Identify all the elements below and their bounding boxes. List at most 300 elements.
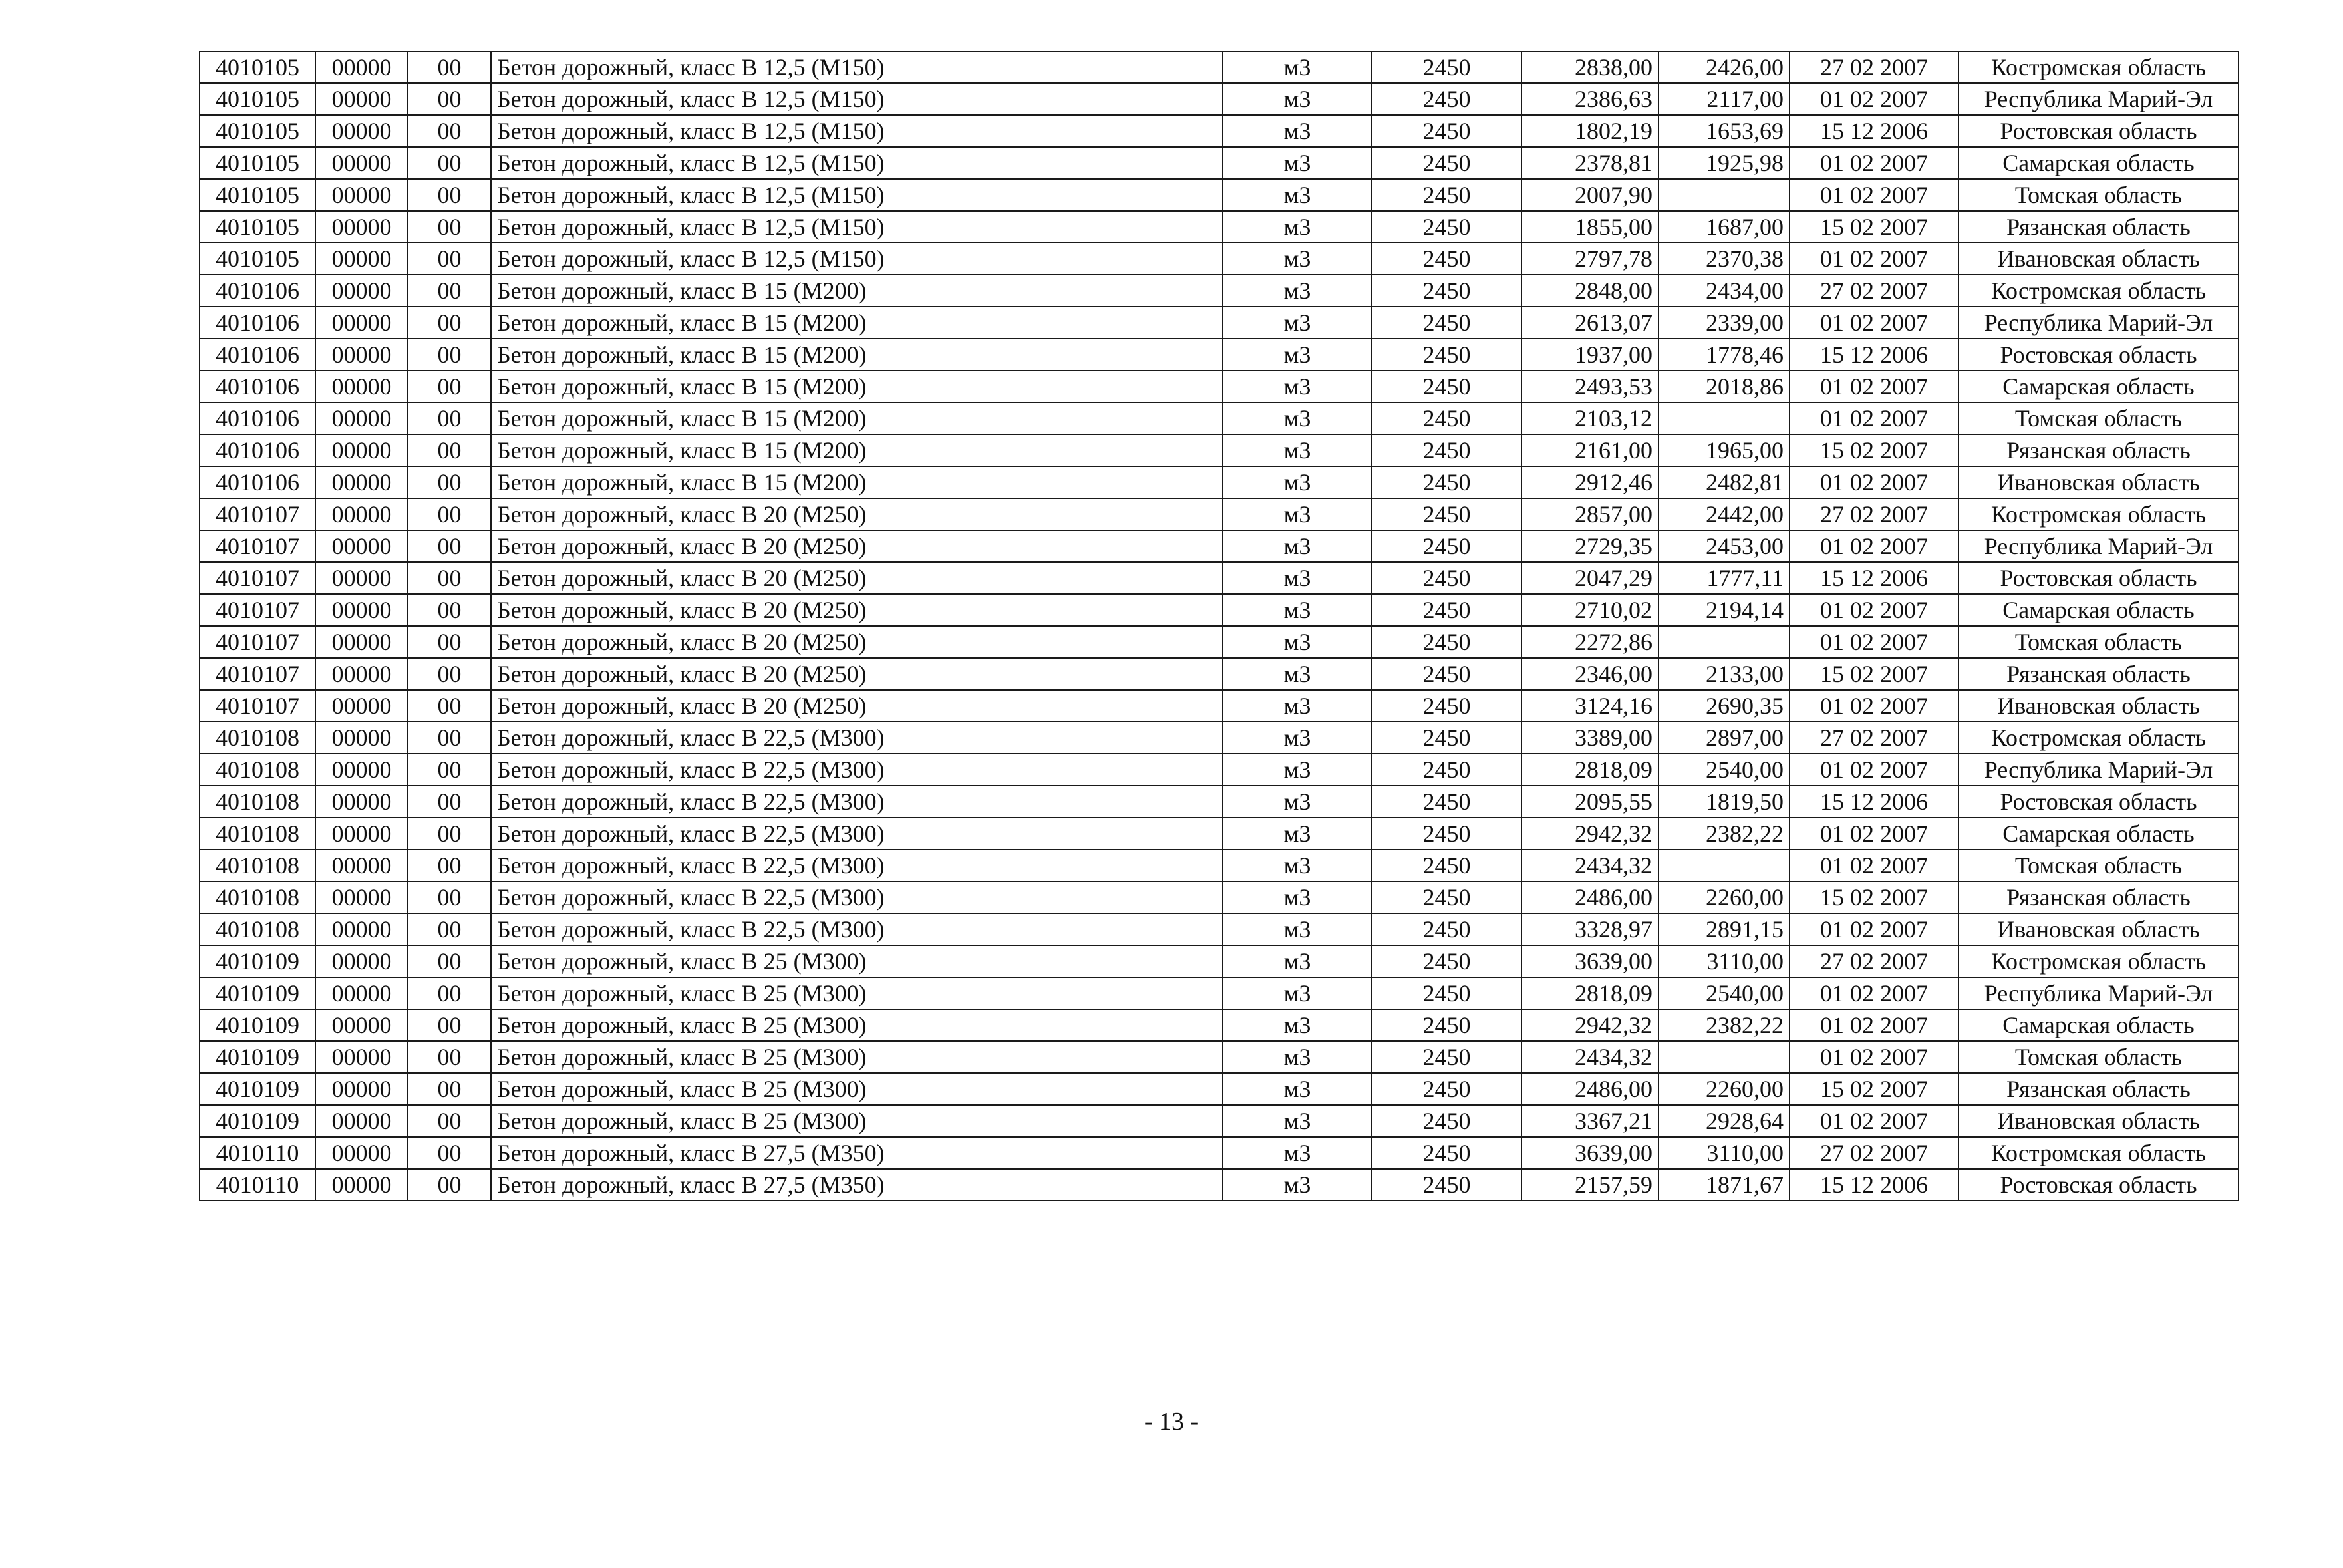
density-cell: 2450 [1372, 179, 1521, 211]
suffix-cell: 00 [408, 818, 491, 850]
region-cell: Костромская область [1958, 1137, 2239, 1169]
price-cell: 2161,00 [1521, 434, 1658, 466]
material-name-cell: Бетон дорожный, класс В 25 (М300) [491, 1105, 1223, 1137]
table-row [200, 371, 2239, 402]
density-cell: 2450 [1372, 211, 1521, 243]
price-alt-cell: 1653,69 [1658, 115, 1790, 147]
subcode-cell: 00000 [315, 1169, 408, 1201]
price-cell: 1937,00 [1521, 339, 1658, 371]
density-cell: 2450 [1372, 371, 1521, 402]
suffix-cell: 00 [408, 179, 491, 211]
density-cell: 2450 [1372, 530, 1521, 562]
table-row [200, 243, 2239, 275]
suffix-cell: 00 [408, 275, 491, 307]
subcode-cell: 00000 [315, 1041, 408, 1073]
code-cell: 4010105 [200, 211, 315, 243]
density-cell: 2450 [1372, 658, 1521, 690]
price-cell: 2047,29 [1521, 562, 1658, 594]
price-cell: 2486,00 [1521, 881, 1658, 913]
price-cell: 2942,32 [1521, 1009, 1658, 1041]
price-alt-cell: 1819,50 [1658, 786, 1790, 818]
density-cell: 2450 [1372, 83, 1521, 115]
density-cell: 2450 [1372, 307, 1521, 339]
subcode-cell: 00000 [315, 179, 408, 211]
date-cell: 01 02 2007 [1790, 402, 1958, 434]
density-cell: 2450 [1372, 1041, 1521, 1073]
suffix-cell: 00 [408, 1073, 491, 1105]
density-cell: 2450 [1372, 594, 1521, 626]
unit-cell: м3 [1223, 1009, 1372, 1041]
suffix-cell: 00 [408, 913, 491, 945]
price-cell: 2486,00 [1521, 1073, 1658, 1105]
table-row [200, 1137, 2239, 1169]
code-cell: 4010109 [200, 1105, 315, 1137]
suffix-cell: 00 [408, 722, 491, 754]
density-cell: 2450 [1372, 562, 1521, 594]
unit-cell: м3 [1223, 722, 1372, 754]
subcode-cell: 00000 [315, 115, 408, 147]
price-alt-cell: 2897,00 [1658, 722, 1790, 754]
code-cell: 4010106 [200, 466, 315, 498]
suffix-cell: 00 [408, 530, 491, 562]
table-row [200, 275, 2239, 307]
date-cell: 01 02 2007 [1790, 977, 1958, 1009]
price-alt-cell: 2382,22 [1658, 818, 1790, 850]
subcode-cell: 00000 [315, 371, 408, 402]
code-cell: 4010108 [200, 722, 315, 754]
material-name-cell: Бетон дорожный, класс В 15 (М200) [491, 339, 1223, 371]
material-name-cell: Бетон дорожный, класс В 22,5 (М300) [491, 881, 1223, 913]
table-row [200, 307, 2239, 339]
date-cell: 01 02 2007 [1790, 754, 1958, 786]
date-cell: 01 02 2007 [1790, 690, 1958, 722]
date-cell: 15 12 2006 [1790, 1169, 1958, 1201]
region-cell: Рязанская область [1958, 211, 2239, 243]
suffix-cell: 00 [408, 850, 491, 881]
subcode-cell: 00000 [315, 1009, 408, 1041]
price-alt-cell: 2117,00 [1658, 83, 1790, 115]
material-name-cell: Бетон дорожный, класс В 20 (М250) [491, 498, 1223, 530]
date-cell: 27 02 2007 [1790, 722, 1958, 754]
region-cell: Рязанская область [1958, 881, 2239, 913]
subcode-cell: 00000 [315, 658, 408, 690]
suffix-cell: 00 [408, 434, 491, 466]
unit-cell: м3 [1223, 1073, 1372, 1105]
unit-cell: м3 [1223, 594, 1372, 626]
density-cell: 2450 [1372, 339, 1521, 371]
suffix-cell: 00 [408, 402, 491, 434]
date-cell: 01 02 2007 [1790, 243, 1958, 275]
table-row [200, 51, 2239, 83]
price-cell: 2386,63 [1521, 83, 1658, 115]
density-cell: 2450 [1372, 51, 1521, 83]
unit-cell: м3 [1223, 243, 1372, 275]
material-name-cell: Бетон дорожный, класс В 22,5 (М300) [491, 818, 1223, 850]
code-cell: 4010108 [200, 754, 315, 786]
material-name-cell: Бетон дорожный, класс В 25 (М300) [491, 1073, 1223, 1105]
date-cell: 27 02 2007 [1790, 498, 1958, 530]
subcode-cell: 00000 [315, 1105, 408, 1137]
subcode-cell: 00000 [315, 977, 408, 1009]
subcode-cell: 00000 [315, 51, 408, 83]
code-cell: 4010107 [200, 530, 315, 562]
suffix-cell: 00 [408, 1137, 491, 1169]
date-cell: 01 02 2007 [1790, 83, 1958, 115]
material-name-cell: Бетон дорожный, класс В 20 (М250) [491, 562, 1223, 594]
table-row [200, 977, 2239, 1009]
date-cell: 15 12 2006 [1790, 339, 1958, 371]
subcode-cell: 00000 [315, 1073, 408, 1105]
table-row [200, 498, 2239, 530]
region-cell: Ростовская область [1958, 786, 2239, 818]
code-cell: 4010108 [200, 818, 315, 850]
table-row [200, 434, 2239, 466]
material-name-cell: Бетон дорожный, класс В 12,5 (М150) [491, 51, 1223, 83]
density-cell: 2450 [1372, 818, 1521, 850]
unit-cell: м3 [1223, 498, 1372, 530]
density-cell: 2450 [1372, 1073, 1521, 1105]
suffix-cell: 00 [408, 498, 491, 530]
price-cell: 2942,32 [1521, 818, 1658, 850]
price-cell: 3328,97 [1521, 913, 1658, 945]
region-cell: Томская область [1958, 1041, 2239, 1073]
unit-cell: м3 [1223, 1105, 1372, 1137]
table-row [200, 913, 2239, 945]
price-alt-cell: 2453,00 [1658, 530, 1790, 562]
density-cell: 2450 [1372, 466, 1521, 498]
suffix-cell: 00 [408, 371, 491, 402]
code-cell: 4010107 [200, 690, 315, 722]
code-cell: 4010105 [200, 243, 315, 275]
code-cell: 4010106 [200, 402, 315, 434]
region-cell: Ивановская область [1958, 1105, 2239, 1137]
price-alt-cell: 2018,86 [1658, 371, 1790, 402]
date-cell: 01 02 2007 [1790, 594, 1958, 626]
code-cell: 4010110 [200, 1137, 315, 1169]
unit-cell: м3 [1223, 881, 1372, 913]
subcode-cell: 00000 [315, 307, 408, 339]
density-cell: 2450 [1372, 243, 1521, 275]
date-cell: 01 02 2007 [1790, 530, 1958, 562]
subcode-cell: 00000 [315, 530, 408, 562]
material-name-cell: Бетон дорожный, класс В 20 (М250) [491, 530, 1223, 562]
table-row [200, 1105, 2239, 1137]
price-alt-cell: 2434,00 [1658, 275, 1790, 307]
table-row [200, 626, 2239, 658]
suffix-cell: 00 [408, 83, 491, 115]
unit-cell: м3 [1223, 1041, 1372, 1073]
price-cell: 2007,90 [1521, 179, 1658, 211]
suffix-cell: 00 [408, 1041, 491, 1073]
page-number: - 13 - [1144, 1408, 1199, 1436]
price-cell: 1855,00 [1521, 211, 1658, 243]
material-name-cell: Бетон дорожный, класс В 20 (М250) [491, 690, 1223, 722]
unit-cell: м3 [1223, 690, 1372, 722]
density-cell: 2450 [1372, 626, 1521, 658]
region-cell: Самарская область [1958, 594, 2239, 626]
region-cell: Ивановская область [1958, 466, 2239, 498]
code-cell: 4010106 [200, 275, 315, 307]
region-cell: Рязанская область [1958, 1073, 2239, 1105]
unit-cell: м3 [1223, 115, 1372, 147]
region-cell: Томская область [1958, 402, 2239, 434]
region-cell: Костромская область [1958, 722, 2239, 754]
suffix-cell: 00 [408, 945, 491, 977]
subcode-cell: 00000 [315, 690, 408, 722]
material-name-cell: Бетон дорожный, класс В 15 (М200) [491, 307, 1223, 339]
date-cell: 15 02 2007 [1790, 658, 1958, 690]
region-cell: Самарская область [1958, 818, 2239, 850]
region-cell: Ростовская область [1958, 1169, 2239, 1201]
price-cell: 1802,19 [1521, 115, 1658, 147]
date-cell: 01 02 2007 [1790, 1041, 1958, 1073]
material-name-cell: Бетон дорожный, класс В 12,5 (М150) [491, 147, 1223, 179]
suffix-cell: 00 [408, 658, 491, 690]
price-alt-cell [1658, 402, 1790, 434]
material-name-cell: Бетон дорожный, класс В 25 (М300) [491, 945, 1223, 977]
subcode-cell: 00000 [315, 945, 408, 977]
suffix-cell: 00 [408, 754, 491, 786]
subcode-cell: 00000 [315, 818, 408, 850]
price-alt-cell: 2260,00 [1658, 1073, 1790, 1105]
code-cell: 4010106 [200, 434, 315, 466]
material-name-cell: Бетон дорожный, класс В 22,5 (М300) [491, 754, 1223, 786]
table-row [200, 945, 2239, 977]
region-cell: Рязанская область [1958, 434, 2239, 466]
unit-cell: м3 [1223, 562, 1372, 594]
suffix-cell: 00 [408, 339, 491, 371]
unit-cell: м3 [1223, 402, 1372, 434]
density-cell: 2450 [1372, 945, 1521, 977]
material-name-cell: Бетон дорожный, класс В 22,5 (М300) [491, 850, 1223, 881]
price-cell: 2710,02 [1521, 594, 1658, 626]
suffix-cell: 00 [408, 562, 491, 594]
price-cell: 3389,00 [1521, 722, 1658, 754]
density-cell: 2450 [1372, 147, 1521, 179]
date-cell: 27 02 2007 [1790, 945, 1958, 977]
unit-cell: м3 [1223, 850, 1372, 881]
price-alt-cell: 2339,00 [1658, 307, 1790, 339]
table-row [200, 1169, 2239, 1201]
suffix-cell: 00 [408, 690, 491, 722]
date-cell: 27 02 2007 [1790, 1137, 1958, 1169]
unit-cell: м3 [1223, 626, 1372, 658]
price-alt-cell: 2133,00 [1658, 658, 1790, 690]
subcode-cell: 00000 [315, 594, 408, 626]
density-cell: 2450 [1372, 1137, 1521, 1169]
price-cell: 2434,32 [1521, 1041, 1658, 1073]
code-cell: 4010107 [200, 658, 315, 690]
material-name-cell: Бетон дорожный, класс В 25 (М300) [491, 1009, 1223, 1041]
table-row [200, 594, 2239, 626]
region-cell: Костромская область [1958, 51, 2239, 83]
price-cell: 2434,32 [1521, 850, 1658, 881]
material-name-cell: Бетон дорожный, класс В 20 (М250) [491, 626, 1223, 658]
price-alt-cell: 2260,00 [1658, 881, 1790, 913]
suffix-cell: 00 [408, 594, 491, 626]
material-name-cell: Бетон дорожный, класс В 12,5 (М150) [491, 115, 1223, 147]
material-name-cell: Бетон дорожный, класс В 22,5 (М300) [491, 913, 1223, 945]
subcode-cell: 00000 [315, 754, 408, 786]
suffix-cell: 00 [408, 115, 491, 147]
table-row [200, 881, 2239, 913]
density-cell: 2450 [1372, 1105, 1521, 1137]
unit-cell: м3 [1223, 147, 1372, 179]
unit-cell: м3 [1223, 818, 1372, 850]
code-cell: 4010105 [200, 115, 315, 147]
price-cell: 2857,00 [1521, 498, 1658, 530]
code-cell: 4010107 [200, 562, 315, 594]
material-name-cell: Бетон дорожный, класс В 15 (М200) [491, 275, 1223, 307]
region-cell: Костромская область [1958, 945, 2239, 977]
region-cell: Республика Марий-Эл [1958, 530, 2239, 562]
price-alt-cell [1658, 626, 1790, 658]
price-cell: 2378,81 [1521, 147, 1658, 179]
table-row [200, 786, 2239, 818]
subcode-cell: 00000 [315, 1137, 408, 1169]
date-cell: 01 02 2007 [1790, 179, 1958, 211]
unit-cell: м3 [1223, 786, 1372, 818]
table-row [200, 1041, 2239, 1073]
code-cell: 4010105 [200, 147, 315, 179]
table-row [200, 339, 2239, 371]
table-row [200, 562, 2239, 594]
region-cell: Томская область [1958, 626, 2239, 658]
unit-cell: м3 [1223, 977, 1372, 1009]
region-cell: Самарская область [1958, 371, 2239, 402]
price-cell: 2729,35 [1521, 530, 1658, 562]
price-cell: 2095,55 [1521, 786, 1658, 818]
density-cell: 2450 [1372, 850, 1521, 881]
density-cell: 2450 [1372, 786, 1521, 818]
density-cell: 2450 [1372, 498, 1521, 530]
subcode-cell: 00000 [315, 83, 408, 115]
code-cell: 4010108 [200, 786, 315, 818]
region-cell: Республика Марий-Эл [1958, 754, 2239, 786]
subcode-cell: 00000 [315, 402, 408, 434]
price-cell: 3124,16 [1521, 690, 1658, 722]
unit-cell: м3 [1223, 1137, 1372, 1169]
region-cell: Рязанская область [1958, 658, 2239, 690]
density-cell: 2450 [1372, 402, 1521, 434]
subcode-cell: 00000 [315, 786, 408, 818]
unit-cell: м3 [1223, 466, 1372, 498]
date-cell: 01 02 2007 [1790, 818, 1958, 850]
date-cell: 01 02 2007 [1790, 371, 1958, 402]
code-cell: 4010109 [200, 945, 315, 977]
suffix-cell: 00 [408, 626, 491, 658]
density-cell: 2450 [1372, 913, 1521, 945]
date-cell: 01 02 2007 [1790, 626, 1958, 658]
material-name-cell: Бетон дорожный, класс В 15 (М200) [491, 402, 1223, 434]
table-row [200, 83, 2239, 115]
material-name-cell: Бетон дорожный, класс В 22,5 (М300) [491, 722, 1223, 754]
subcode-cell: 00000 [315, 339, 408, 371]
unit-cell: м3 [1223, 339, 1372, 371]
unit-cell: м3 [1223, 179, 1372, 211]
code-cell: 4010105 [200, 51, 315, 83]
subcode-cell: 00000 [315, 562, 408, 594]
suffix-cell: 00 [408, 881, 491, 913]
material-name-cell: Бетон дорожный, класс В 25 (М300) [491, 977, 1223, 1009]
material-name-cell: Бетон дорожный, класс В 22,5 (М300) [491, 786, 1223, 818]
unit-cell: м3 [1223, 1169, 1372, 1201]
date-cell: 01 02 2007 [1790, 850, 1958, 881]
price-cell: 2848,00 [1521, 275, 1658, 307]
code-cell: 4010108 [200, 881, 315, 913]
code-cell: 4010106 [200, 307, 315, 339]
code-cell: 4010109 [200, 1009, 315, 1041]
price-cell: 2493,53 [1521, 371, 1658, 402]
date-cell: 01 02 2007 [1790, 1009, 1958, 1041]
suffix-cell: 00 [408, 147, 491, 179]
density-cell: 2450 [1372, 434, 1521, 466]
price-alt-cell: 2928,64 [1658, 1105, 1790, 1137]
code-cell: 4010107 [200, 594, 315, 626]
subcode-cell: 00000 [315, 881, 408, 913]
material-name-cell: Бетон дорожный, класс В 25 (М300) [491, 1041, 1223, 1073]
price-cell: 2912,46 [1521, 466, 1658, 498]
region-cell: Самарская область [1958, 147, 2239, 179]
region-cell: Ростовская область [1958, 562, 2239, 594]
suffix-cell: 00 [408, 977, 491, 1009]
date-cell: 01 02 2007 [1790, 307, 1958, 339]
code-cell: 4010109 [200, 977, 315, 1009]
suffix-cell: 00 [408, 466, 491, 498]
price-cell: 3639,00 [1521, 945, 1658, 977]
region-cell: Самарская область [1958, 1009, 2239, 1041]
price-alt-cell: 2426,00 [1658, 51, 1790, 83]
density-cell: 2450 [1372, 1169, 1521, 1201]
price-alt-cell: 2690,35 [1658, 690, 1790, 722]
table-row [200, 1009, 2239, 1041]
subcode-cell: 00000 [315, 626, 408, 658]
table-row [200, 1073, 2239, 1105]
unit-cell: м3 [1223, 83, 1372, 115]
material-name-cell: Бетон дорожный, класс В 12,5 (М150) [491, 179, 1223, 211]
suffix-cell: 00 [408, 1169, 491, 1201]
subcode-cell: 00000 [315, 211, 408, 243]
suffix-cell: 00 [408, 211, 491, 243]
table-row [200, 466, 2239, 498]
price-alt-cell: 2540,00 [1658, 754, 1790, 786]
unit-cell: м3 [1223, 913, 1372, 945]
region-cell: Ивановская область [1958, 690, 2239, 722]
region-cell: Республика Марий-Эл [1958, 977, 2239, 1009]
subcode-cell: 00000 [315, 147, 408, 179]
date-cell: 15 02 2007 [1790, 881, 1958, 913]
date-cell: 15 02 2007 [1790, 1073, 1958, 1105]
material-name-cell: Бетон дорожный, класс В 20 (М250) [491, 658, 1223, 690]
table-body [200, 51, 2239, 1201]
price-alt-cell [1658, 850, 1790, 881]
price-alt-cell: 1871,67 [1658, 1169, 1790, 1201]
suffix-cell: 00 [408, 1105, 491, 1137]
price-alt-cell [1658, 179, 1790, 211]
price-alt-cell: 2540,00 [1658, 977, 1790, 1009]
price-alt-cell: 1925,98 [1658, 147, 1790, 179]
unit-cell: м3 [1223, 530, 1372, 562]
price-alt-cell: 2891,15 [1658, 913, 1790, 945]
material-name-cell: Бетон дорожный, класс В 12,5 (М150) [491, 83, 1223, 115]
price-cell: 2818,09 [1521, 977, 1658, 1009]
code-cell: 4010108 [200, 913, 315, 945]
price-alt-cell: 1687,00 [1658, 211, 1790, 243]
price-cell: 2838,00 [1521, 51, 1658, 83]
material-name-cell: Бетон дорожный, класс В 15 (М200) [491, 371, 1223, 402]
code-cell: 4010106 [200, 371, 315, 402]
code-cell: 4010105 [200, 83, 315, 115]
